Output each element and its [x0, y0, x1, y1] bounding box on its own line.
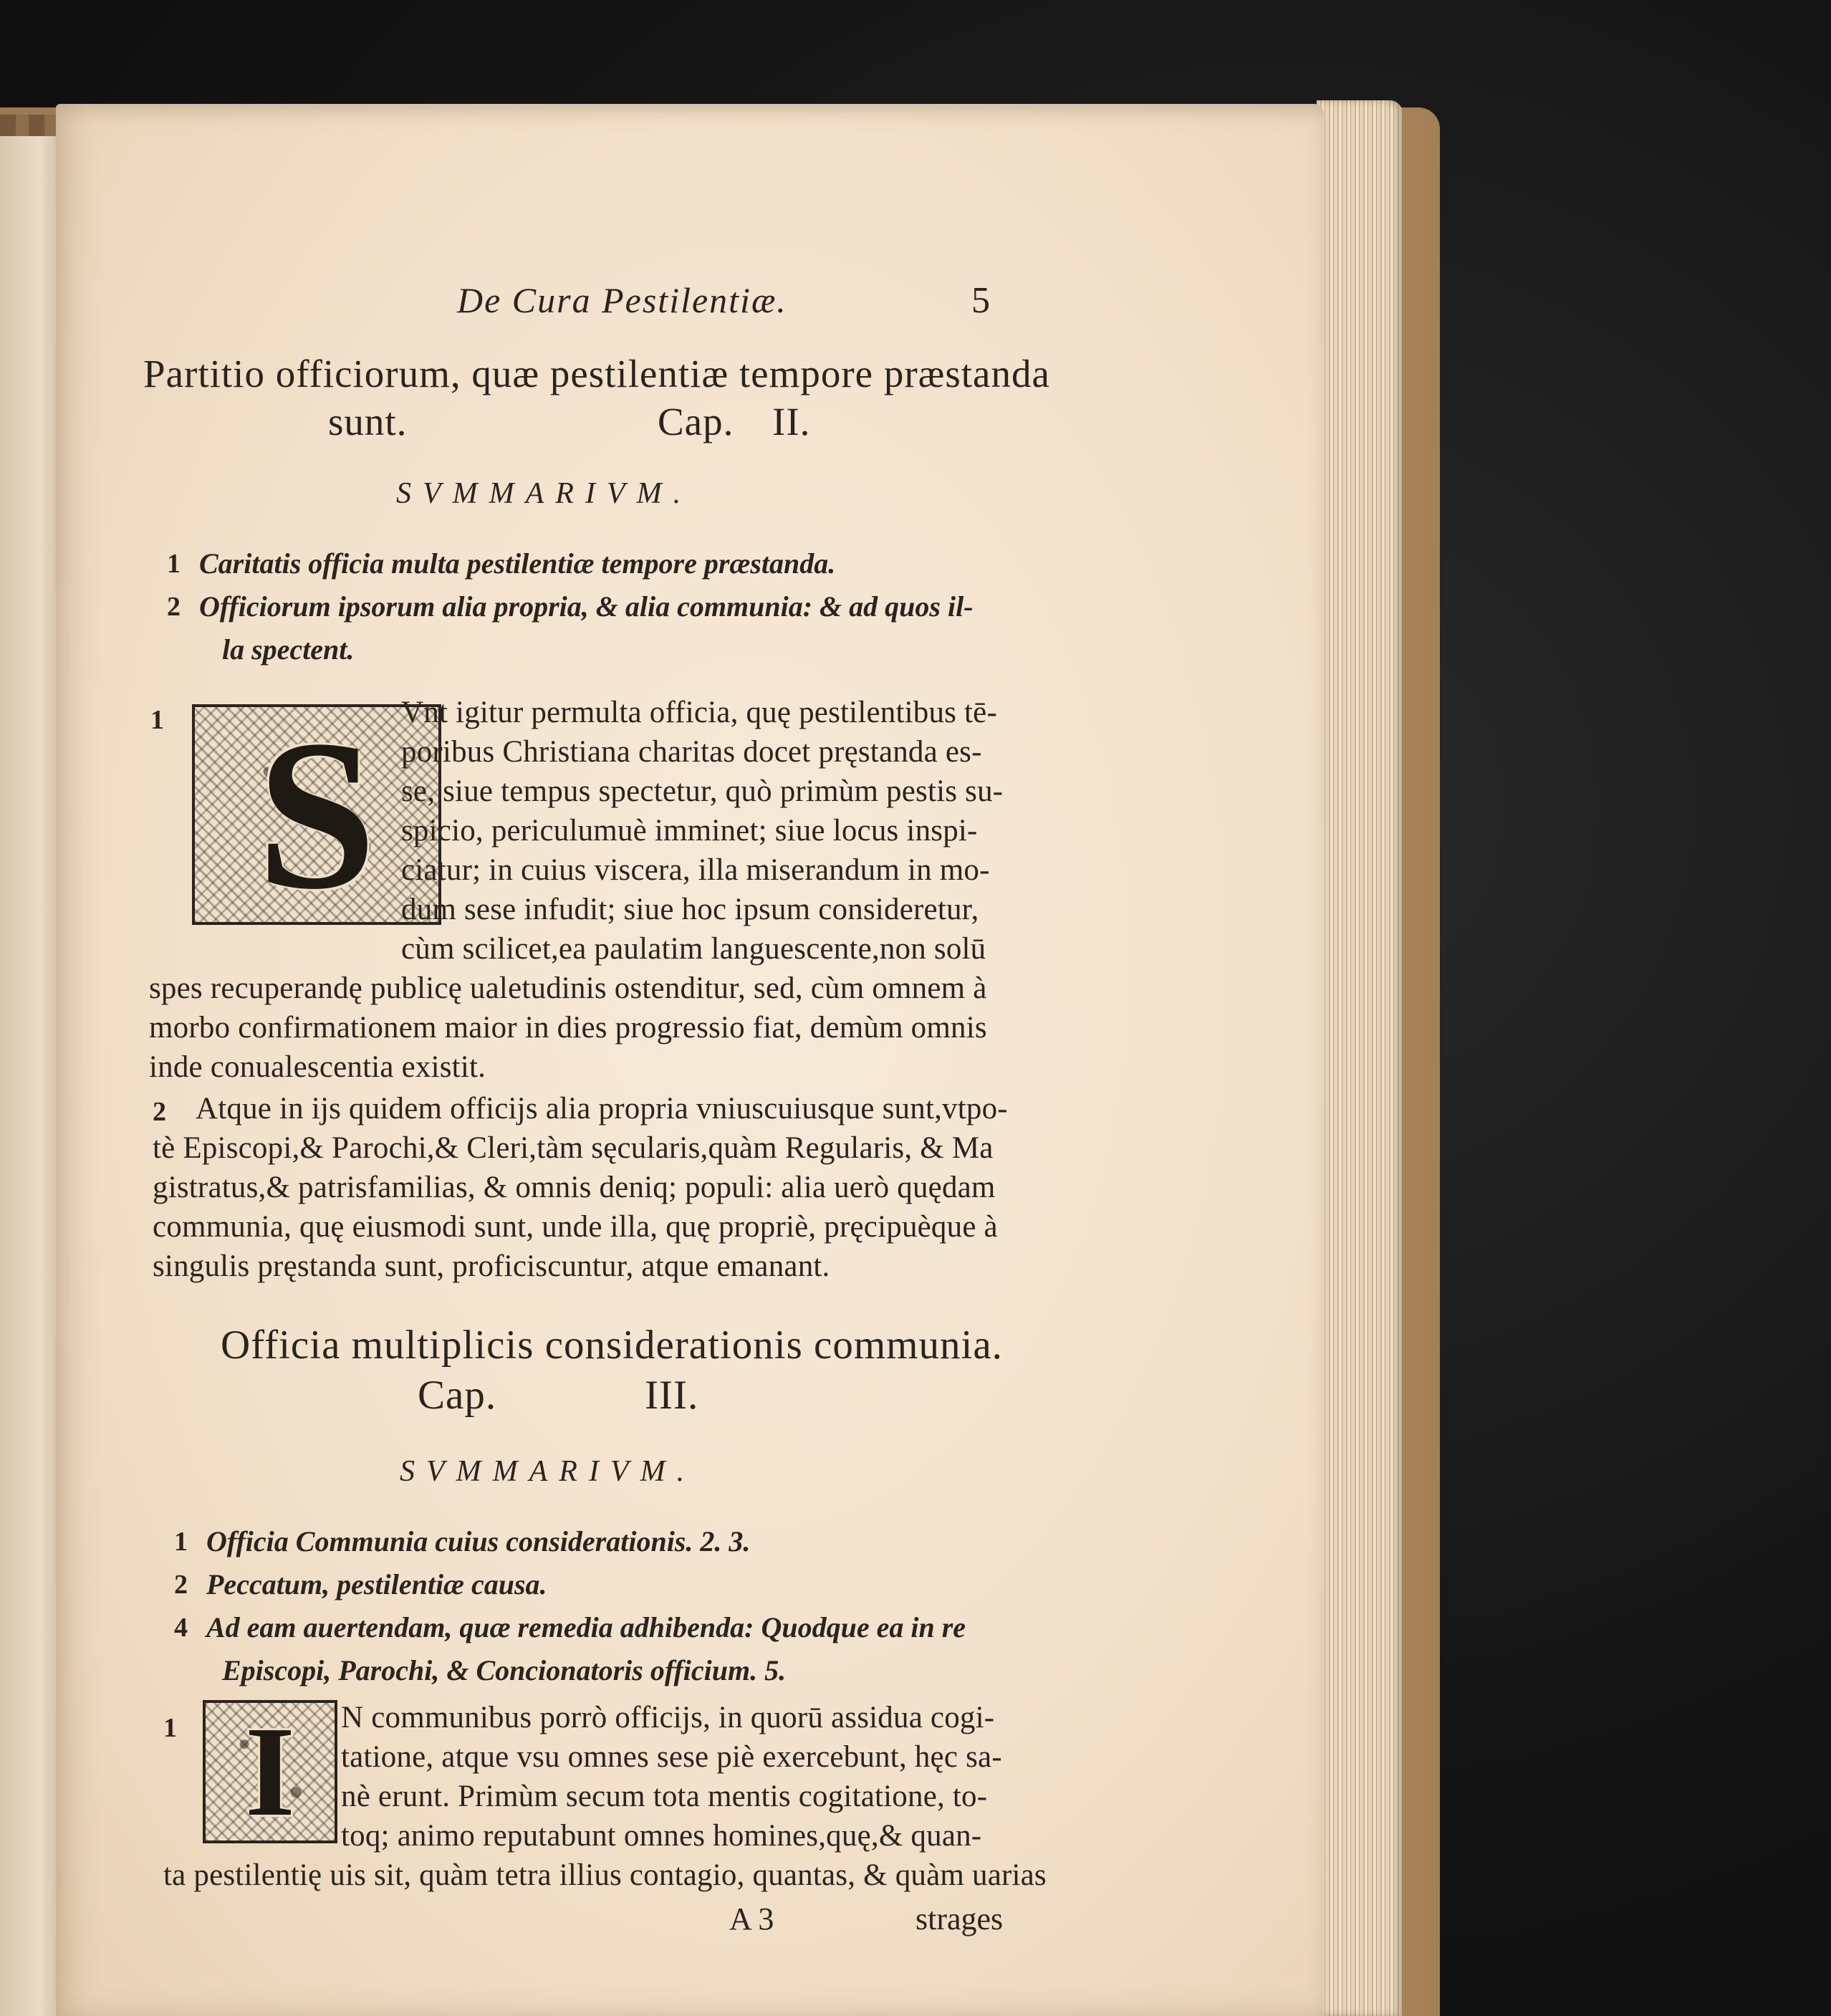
- chapter3-para1-line: toq; animo reputabunt omnes homines,quę,& quan-: [341, 1819, 982, 1853]
- chapter3-title-cap: Cap.: [418, 1373, 497, 1418]
- chapter2-para1-line: spicio, periculumuè imminet; siue locus inspi-: [401, 814, 978, 848]
- chapter2-para1-line: spes recuperandę publicę ualetudinis ostenditur, sed, cùm omnem à: [149, 971, 987, 1005]
- chapter3-summarium-heading: SVMMARIVM.: [400, 1455, 696, 1488]
- chapter2-para1-line: cùm scilicet,ea paulatim languescente,non solū: [401, 932, 986, 966]
- catchword: strages: [916, 1901, 1004, 1936]
- chapter2-title-sunt: sunt.: [328, 400, 408, 443]
- chapter2-summary-item-1: Caritatis officia multa pestilentiæ tempore præstanda.: [199, 547, 836, 580]
- chapter3-summary-item-2: Peccatum, pestilentiæ causa.: [206, 1568, 547, 1600]
- running-head: De Cura Pestilentiæ.: [457, 280, 787, 320]
- chapter2-summary-item-3: la spectent.: [222, 633, 355, 666]
- chapter2-para2-line: communia, quę eiusmodi sunt, unde illa, quę propriè, pręcipuèque à: [153, 1210, 998, 1244]
- page-number: 5: [971, 280, 990, 321]
- chapter2-para1-line: morbo confirmationem maior in dies progressio fiat, demùm omnis: [149, 1011, 987, 1045]
- chapter3-para1-number: 1: [163, 1713, 177, 1743]
- chapter2-para1-line: inde conualescentia existit.: [149, 1050, 486, 1084]
- chapter3-summary-num-2: 2: [174, 1570, 188, 1600]
- chapter3-para1-line: N communibus porrò officijs, in quorū assidua cogi-: [341, 1701, 995, 1734]
- chapter2-summary-num-2: 2: [167, 592, 181, 622]
- initial-letter-i: I: [244, 1700, 296, 1843]
- chapter2-para1-line: poribus Christiana charitas docet pręstanda es-: [401, 735, 982, 769]
- chapter3-summary-item-3: Ad eam auertendam, quæ remedia adhibenda: Quodque ea in re: [206, 1611, 966, 1643]
- chapter2-summary-item-2: Officiorum ipsorum alia propria, & alia communia: & ad quos il-: [199, 590, 974, 623]
- chapter3-summary-num-3: 4: [174, 1613, 188, 1643]
- chapter3-para1-line: nè erunt. Primùm secum tota mentis cogitatione, to-: [341, 1780, 988, 1813]
- recto-page: [56, 104, 1324, 2016]
- chapter2-para1-line: se, siue tempus spectetur, quò primùm pestis su-: [401, 774, 1004, 808]
- chapter3-title-line1: Officia multiplicis considerationis communia.: [221, 1323, 1003, 1368]
- signature-mark: A 3: [729, 1901, 774, 1936]
- chapter2-para1-number: 1: [150, 705, 164, 735]
- chapter2-summarium-heading: SVMMARIVM.: [396, 477, 693, 510]
- chapter2-title-number: II.: [772, 400, 811, 443]
- chapter2-para2-line: Atque in ijs quidem officijs alia propria vniuscuiusque sunt,vtpo-: [196, 1092, 1008, 1125]
- chapter2-para1-line: Vnt igitur permulta officia, quę pestilentibus tē-: [401, 696, 997, 729]
- chapter2-title-cap: Cap.: [658, 400, 734, 443]
- chapter3-para1-line: ta pestilentię uis sit, quàm tetra illius contagio, quantas, & quàm uarias: [163, 1858, 1047, 1892]
- chapter2-para2-number: 2: [153, 1097, 166, 1127]
- chapter3-title-number: III.: [645, 1373, 699, 1418]
- chapter3-para1-line: tatione, atque vsu omnes sese piè exercebunt, hęc sa-: [341, 1740, 1002, 1774]
- chapter2-para2-line: gistratus,& patrisfamilias, & omnis deniq; populi: alia uerò quędam: [153, 1171, 996, 1204]
- chapter2-para1-line: dum sese infudit; siue hoc ipsum consideretur,: [401, 893, 979, 926]
- page-stack-edge: [1317, 100, 1403, 2016]
- chapter2-summary-num-1: 1: [167, 549, 181, 579]
- chapter2-title-line1: Partitio officiorum, quæ pestilentiæ tempore præstanda: [143, 352, 1050, 395]
- chapter3-summary-num-1: 1: [174, 1527, 188, 1557]
- chapter3-summary-item-1: Officia Communia cuius considerationis. 2. 3.: [206, 1525, 751, 1557]
- chapter2-para2-line: tè Episcopi,& Parochi,& Cleri,tàm sęcularis,quàm Regularis, & Ma: [153, 1131, 994, 1165]
- initial-letter-s: S: [256, 696, 377, 933]
- chapter2-para2-line: singulis pręstanda sunt, proficiscuntur, atque emanant.: [153, 1249, 830, 1283]
- chapter2-para1-line: ciatur; in cuius viscera, illa miserandum in mo-: [401, 853, 990, 887]
- chapter3-summary-item-4: Episcopi, Parochi, & Concionatoris officium. 5.: [222, 1654, 787, 1686]
- decorated-initial-i: [203, 1700, 337, 1843]
